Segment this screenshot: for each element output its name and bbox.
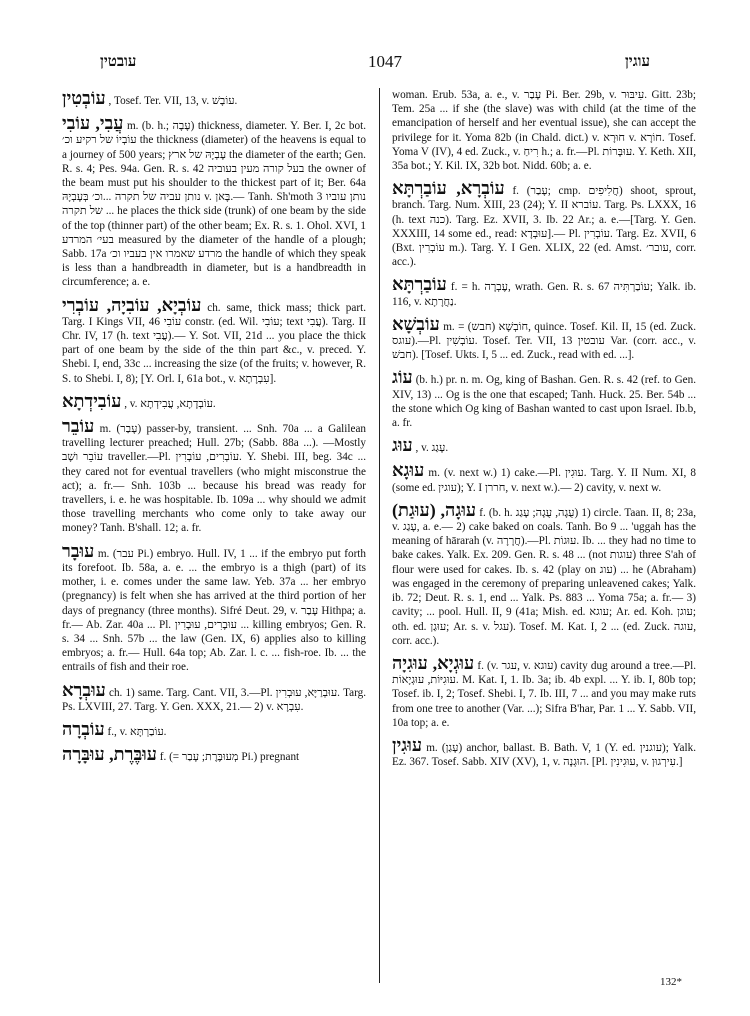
entry-headword: עוּג [392, 435, 413, 456]
entry-text: ch. same, thick mass; thick part. Targ. I Kings VII, 46 עוֹבִי constr. (ed. Wil. עוֹבִי; text עֲבִי). Targ. II Chr. IV, 17 (h. text עֲבִי).— Y. Sot. VII, 21d ... you place the thick part of one beam by the side of the thin part &c., v. preced. Y. Shebi. I, end, 33c ... increasing the size (of the fruits; v. however, R. S. to Shebi. I, 8); [Y. Orl. I, 61a bot., v. עִבְרָתָא]. [62, 301, 366, 385]
entry-text: m. (עָבַר) passer-by, transient. ... Snh. 70a ... a Galilean travelling lecturer preached; Hull. 27b; (Sabb. 88a ...). —Mostly עוֹבֵר ושָׁב traveller.—Pl. עוֹבְרִים, עוֹבְרִין. Y. Shebi. III, beg. 34c ... they cared not for eventual travellers (who might misconstrue the act); a. fr.— Snh. 103b ... because his bread was ready for travellers, i. e. he was hospitable. Ib. 109a ... why should we admit those travelling merchants who come only to take away our money? Tanh. B'shall. 12; a. fr. [62, 423, 366, 535]
entry-text: m. = חוֹבְשָׁא (חבש), quince. Tosef. Kil. II, 15 (ed. Zuck. עוגס).—Pl. עוֹבְשִׁין. Tosef. Ter. VII, 13 עובטין Var. (corr. acc., v. חבשׁ). [Tosef. Ukts. I, 5 ... ed. Zuck., read with ed. ...]. [392, 320, 696, 362]
dictionary-entry [392, 735, 696, 769]
entry-text: f. (b. h. עֻגָה, עֻגָה; עָגַג) 1) circle. Taan. II, 8; 23a, v. עָגַג, a. e.— 2) cake baked on coals. Tanh. Bo 9 ... 'uggah has the meaning of hārarah (v. חֲרָרָה).—Pl. עוּגוֹת. Ib. ... they had no time to bake cakes. Yalk. Ex. 209. Gen. R. s. 48 ... (not עוגות) three S'ah of flour were used for cakes. Ib. s. 42 (play on עוג) ... he (Abraham) was engaged in the ceremony of preparing unleavened cakes; Yalk. ib. 72; Deut. R. s. 1, end ... Yalk. Ps. 883 ... Yoma 75a; a. fr.— 3) cavity; ... pool. Hull. II, 9 (41a; Mish. ed. עוגא; Ar. ed. Koh. עוגן; oth. ed. עוּגַן; Ar. s. v. עגל). Tosef. M. Kat. I, 2 ... (ed. Zuck. עוגה, corr. acc.). [392, 506, 696, 647]
dictionary-entry [392, 274, 696, 308]
running-head-right: עוגין [624, 54, 650, 70]
entry-headword: עוֹבַרְתָּא [392, 274, 447, 295]
entry-headword: עוּגִין [392, 734, 423, 755]
entry-headword: עוֹג [392, 367, 413, 388]
entry-text: f., v. עוֹבַרְתָּא. [107, 725, 167, 738]
entry-text: f. = h. עֶבְרָה, wrath. Gen. R. s. 67 עוֹבַרְתִּיה; Yalk. ib. 116, v. נַחֲרָתָא. [392, 281, 696, 308]
entry-headword: עוֹבֵר [62, 416, 95, 437]
entry-headword: עוֹבְיָא, עוֹבִיָה, עוֹבְרִי [62, 294, 202, 315]
dictionary-entry [392, 435, 696, 455]
entry-text: , Tosef. Ter. VII, 13, v. עוֹבָשׁ. [108, 95, 238, 107]
dictionary-entry [62, 391, 366, 411]
entry-text: m. (עבר Pi.) embryo. Hull. IV, 1 ... if the embryo put forth its forefoot. Ib. 58a, a. e. ... the embryo is a thigh (part) of its mother, i. e. comes under the same law. Yeb. 37a ... her embryo (pregnancy) is felt when she has arrived at the third portion of her days of pregnancy (three months). Sifré Deut. 29, v. עָבַר Hithpa; a. fr.— Ab. Zar. 40a ... Pl. עוּבָרִים, עוּבָרִין ... killing embryos; Gen. R. s. 34 ... Snh. 57b ... the law (Gen. IX, 6) applies also to killing embryos; a. fr.— Hull. 64a top; Ab. Zar. l. c. ... fish-roe. Ib. ... the entrails of fish and their roe. [62, 547, 366, 674]
entry-text: m. (עָגַן) anchor, ballast. B. Bath. V, 1 (Y. ed. עוגנין); Yalk. Ez. 367. Tosef. Sabb. XIV (XV), 1, v. הוּגְנָה. [Pl. עוּגִינִין, v. עִירְגוּן.] [392, 741, 696, 769]
entry-headword: עוּבֶּרֶת, עוּבָּרָה [62, 744, 157, 765]
entry-headword: עוּבְרָא [62, 679, 106, 700]
dictionary-entry [392, 653, 696, 730]
dictionary-entry [392, 367, 696, 430]
entry-text: f. (v. עגר, v. עוגא) cavity dug around a tree.—Pl. עוּגִיּוֹת, עוּגְיָאוֹת. M. Kat. I, 1. Ib. 3a; ib. 4b expl. ... Y. ib. I, 80b top; Tosef. ib. I, 2; Tosef. Shebi. I, 7. Ib. III, 7 ... and you may make ruts from one tree to another (Var. ...); Sifra B'har, Par. 1 ... Y. Sabb. VII, 10a top; a. e. [392, 659, 696, 729]
column-divider [379, 88, 380, 983]
dictionary-entry [62, 295, 366, 386]
dictionary-entry [62, 680, 366, 714]
dictionary-entry [62, 744, 366, 764]
dictionary-entry [392, 460, 696, 494]
running-head-left: עובטין [100, 54, 137, 70]
dictionary-entry [392, 500, 696, 648]
entry-text: (b. h.) pr. n. m. Og, king of Bashan. Gen. R. s. 42 (ref. to Gen. XIV, 13) ... Og is the one that escaped; Tanh. Huck. 25. Ber. 54b ... the stone which Og king of Bashan wanted to cast upon Israel. Ib.b, a. fr. [392, 374, 696, 430]
entry-headword: עוּגָה, (עוּגַת) [392, 499, 477, 520]
entry-text: m. (b. h.; עָבָה) thickness, diameter. Y. Ber. I, 2c bot. עוֹבְיוֹ של רקיע וכ׳ the thickness (diameter) of the heavens is equal to a journey of 500 years; עָבְיָהּ של ארץ the diameter of the earth; Gen. R. s. 4; Pes. 94a. Gen. R. s. 42 בעל קורה מעין בעוביה the owner of the beam must put his shoulder to the thickest part of it; Ber. 64a נותן עביה של תקרה ...וכ׳ בְּעָבְיָהּ v. בָּאן.— Tanh. Sh'moth 3 נותן עוביו של תקרה ... he places the thick side (trunk) of one beam by the side of the top (thinner part) of the other beam; Ex. R. s. 1. Ohol. XVI, 1 בעי׳ המרדע measured by the diameter of the handle of a plough; Sabb. 17a מרדע שאמרו אין בעביו וכ׳ the handle of which they speak is less than a handbreadth in diameter, but is a handbreadth in circumference; a. e. [62, 120, 366, 289]
entry-headword: עֲבִי, עוֹבִי [62, 113, 124, 134]
entry-headword: עוּבָר [62, 540, 95, 561]
entry-text: , v. עָגַג. [415, 442, 449, 455]
entry-headword: עוֹבִידְתָא [62, 390, 122, 411]
entry-text: , v. עוֹבְדָתָא, עֲבִידְתָא. [124, 397, 216, 410]
page-header [60, 48, 710, 76]
entry-headword: עוּגָא [392, 460, 425, 481]
entry-headword: עוּגְיָא, עוּגִיָה [392, 652, 475, 673]
entry-headword: עוֹבְרָה [62, 718, 105, 739]
entry-text: ch. 1) same. Targ. Cant. VII, 3.—Pl. עוּבְרַיָּא, עוּבְרִין. Targ. Ps. LXVIII, 27. Targ. Y. Gen. XXX, 21.— 2) v. עִבְרָא. [62, 686, 366, 713]
right-column [392, 88, 696, 960]
entry-text: m. (v. next w.) 1) cake.—Pl. עוּגִין. Targ. Y. II Num. XI, 8 (some ed. עוגין); Y. I חררן, v. next w.).— 2) cavity, v. next w. [392, 467, 696, 494]
left-column [62, 88, 366, 996]
dictionary-entry [62, 719, 366, 739]
entry-text: f. (עָבַר; cmp. חֲלִיפִים) shoot, sprout, branch. Targ. Num. XIII, 23 (24); Y. II עוֹברא. Targ. Ps. LXXX, 16 (h. text כנה). Targ. Ez. XVII, 3. Ib. 22 Ar.; a. e.—[Targ. Y. Gen. XXXIII, 14 some ed., read: עוּבְדָא].— Pl. עוֹבְרִין. Targ. Ez. XVII, 6 (Bxt. עוֹבְרִין m.). Targ. Y. I Gen. XLIX, 22 (ed. Amst. עובר׳, corr. acc.). [392, 185, 696, 269]
entry-text: f. (= מְעוּבֶּרֶת; עָבַר Pi.) pregnant [159, 751, 300, 764]
dictionary-entry [62, 541, 366, 675]
dictionary-entry [62, 88, 366, 108]
dictionary-entry [62, 416, 366, 536]
dictionary-entry [392, 178, 696, 269]
entry-headword: עוֹבְטִין [62, 88, 106, 108]
entry-headword: עוֹבְרָא, עוֹבַרְתָּא [392, 178, 505, 199]
entry-headword: עוֹבְשָׁא [392, 313, 440, 334]
signature-mark: 132* [660, 976, 682, 988]
dictionary-entry [392, 314, 696, 363]
entry-text: woman. Erub. 53a, a. e., v. עָבַר Pi. Ber. 29b, v. עִיבּוּר. Gitt. 23b; Tem. 25a ... if she (the slave) was with child (at the time of the emancipation of herself and her eventual issue), she can accept the privilege for it. Yoma 82b (in Chald. dict.) v. חוּרָא v. חוֹרָא. Tosef. Yoma V (IV), 4 ed. Zuck., v. רִיחַ h.; a. fr.—Pl. עוּבָּרוֹת. Y. Keth. XII, 35a bot.; Y. Kil. IX, 32b bot. Nidd. 60b; a. e. [392, 89, 696, 173]
dictionary-entry [62, 113, 366, 289]
page-number: 1047 [368, 52, 402, 71]
dictionary-entry [392, 88, 696, 173]
